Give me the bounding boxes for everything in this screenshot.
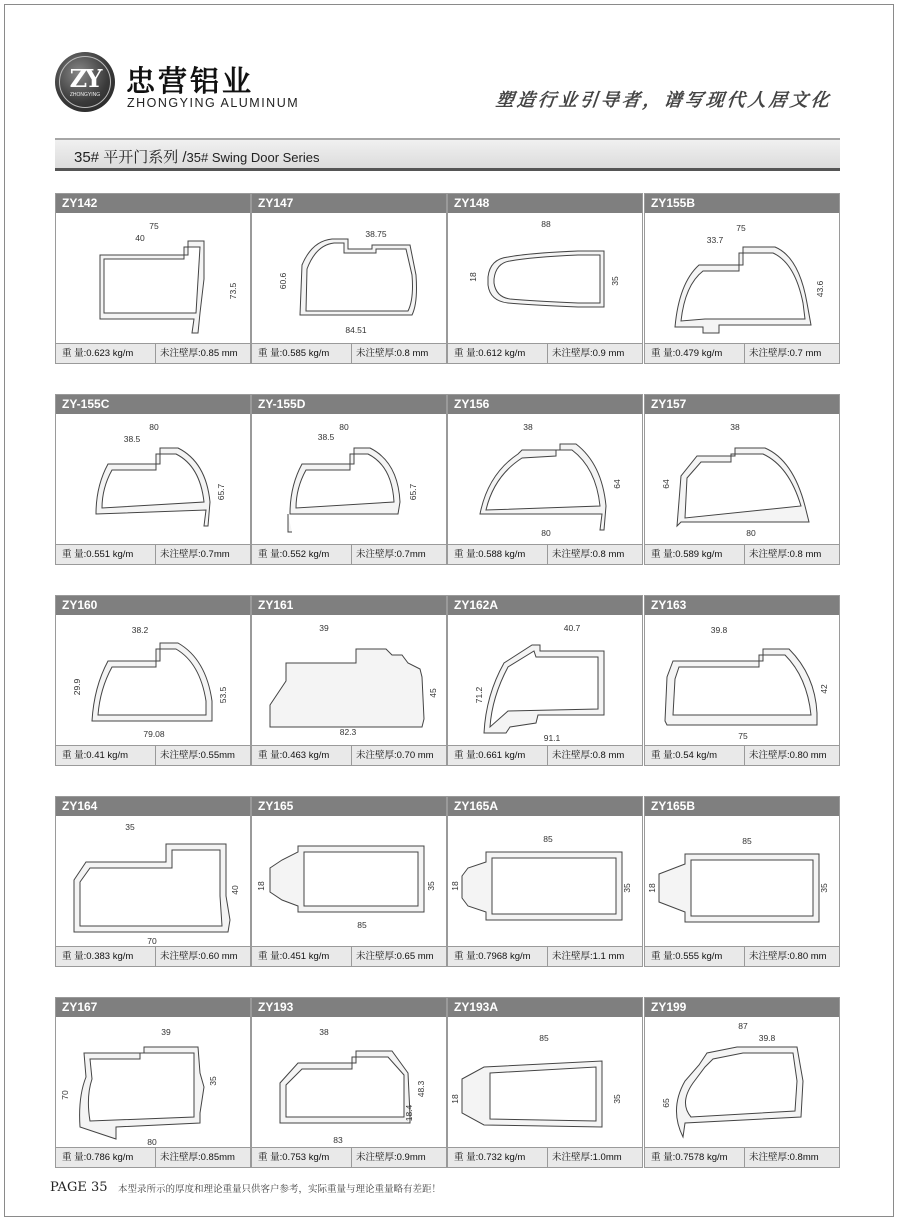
dimension-label: 18 xyxy=(256,881,266,891)
profile-section-outline xyxy=(92,643,212,721)
profile-card xyxy=(55,796,251,967)
profile-weight: 重 量:0.7578 kg/m xyxy=(651,1152,728,1163)
profile-drawing xyxy=(645,414,841,546)
profile-drawing xyxy=(645,615,841,747)
page-number: PAGE 35 xyxy=(50,1180,108,1195)
dimension-label: 71.2 xyxy=(474,686,484,704)
profile-wall-thickness: 未注壁厚:0.7mm xyxy=(155,545,230,564)
dimension-label: 80 xyxy=(746,528,756,538)
profile-spec-bar xyxy=(448,946,642,966)
profile-code: ZY165A xyxy=(448,797,642,816)
profile-card xyxy=(251,193,447,364)
profile-wall-thickness: 未注壁厚:1.1 mm xyxy=(547,947,624,966)
profile-card xyxy=(644,595,840,766)
profile-wall-thickness: 未注壁厚:0.8 mm xyxy=(547,545,624,564)
profile-code: ZY193A xyxy=(448,998,642,1017)
profile-weight: 重 量:0.555 kg/m xyxy=(651,951,723,962)
profile-card xyxy=(447,394,643,565)
dimension-label: 18 xyxy=(450,881,460,891)
profile-code: ZY-155C xyxy=(56,395,250,414)
profile-code: ZY165B xyxy=(645,797,839,816)
dimension-label: 80 xyxy=(339,422,349,432)
profile-code: ZY161 xyxy=(252,596,446,615)
dimension-label: 84.51 xyxy=(345,325,367,335)
profile-weight: 重 量:0.383 kg/m xyxy=(62,951,134,962)
profile-wall-thickness: 未注壁厚:0.70 mm xyxy=(351,746,434,765)
company-logo xyxy=(55,52,115,112)
dimension-label: 79.08 xyxy=(143,729,165,739)
profile-code: ZY157 xyxy=(645,395,839,414)
profile-section-outline xyxy=(74,844,230,932)
dimension-label: 85 xyxy=(543,834,553,844)
profile-wall-thickness: 未注壁厚:0.8 mm xyxy=(547,746,624,765)
dimension-label: 39 xyxy=(319,623,329,633)
dimension-label: 38.5 xyxy=(317,432,335,442)
profile-wall-thickness: 未注壁厚:0.9mm xyxy=(351,1148,426,1167)
profile-spec-bar xyxy=(252,745,446,765)
profile-wall-thickness: 未注壁厚:1.0mm xyxy=(547,1148,622,1167)
profile-weight: 重 量:0.623 kg/m xyxy=(62,348,134,359)
profile-weight: 重 量:0.479 kg/m xyxy=(651,348,723,359)
profile-weight: 重 量:0.588 kg/m xyxy=(454,549,526,560)
profile-weight: 重 量:0.589 kg/m xyxy=(651,549,723,560)
profile-section-outline xyxy=(484,645,604,733)
series-title-cn: 35# 平开门系列 / xyxy=(74,149,187,166)
profile-weight: 重 量:0.612 kg/m xyxy=(454,348,526,359)
profile-row-1 xyxy=(55,193,840,364)
profile-spec-bar xyxy=(252,946,446,966)
profile-code: ZY147 xyxy=(252,194,446,213)
profile-weight: 重 量:0.54 kg/m xyxy=(651,750,717,761)
profile-weight: 重 量:0.753 kg/m xyxy=(258,1152,330,1163)
profile-section-outline xyxy=(100,241,204,333)
profile-spec-bar xyxy=(56,745,250,765)
dimension-label: 38.5 xyxy=(123,434,141,444)
profile-card xyxy=(644,997,840,1168)
profile-row-4 xyxy=(55,796,840,967)
profile-code: ZY193 xyxy=(252,998,446,1017)
profile-card xyxy=(251,997,447,1168)
dimension-label: 35 xyxy=(426,881,436,891)
profile-section-outline xyxy=(462,852,622,920)
series-title xyxy=(74,146,320,167)
profile-code: ZY-155D xyxy=(252,395,446,414)
logo-small-text: ZHONGYING xyxy=(69,92,101,98)
dimension-label: 18 xyxy=(468,272,478,282)
dimension-label: 80 xyxy=(149,422,159,432)
dimension-label: 70 xyxy=(147,936,157,946)
dimension-label: 38 xyxy=(523,422,533,432)
dimension-label: 35 xyxy=(125,822,135,832)
dimension-label: 18 xyxy=(647,883,657,893)
dimension-label: 18 xyxy=(450,1094,460,1104)
dimension-label: 83 xyxy=(333,1135,343,1145)
profile-spec-bar xyxy=(448,544,642,564)
dimension-label: 53.5 xyxy=(218,686,228,704)
profile-spec-bar xyxy=(56,1147,250,1167)
profile-drawing xyxy=(56,1017,252,1149)
profile-card xyxy=(644,796,840,967)
dimension-label: 87 xyxy=(738,1021,748,1031)
dimension-label: 60.6 xyxy=(278,272,288,290)
dimension-label: 48.3 xyxy=(416,1080,426,1098)
profile-weight: 重 量:0.7968 kg/m xyxy=(454,951,531,962)
profile-wall-thickness: 未注壁厚:0.8mm xyxy=(744,1148,819,1167)
slogan: 塑造行业引导者，谱写现代人居文化 xyxy=(494,90,833,111)
profile-section-outline xyxy=(270,649,424,727)
series-title-en: 35# Swing Door Series xyxy=(186,150,320,165)
profile-wall-thickness: 未注壁厚:0.85mm xyxy=(155,1148,235,1167)
profile-drawing xyxy=(56,414,252,546)
profile-spec-bar xyxy=(448,745,642,765)
profile-drawing xyxy=(448,1017,644,1149)
profile-code: ZY148 xyxy=(448,194,642,213)
dimension-label: 29.9 xyxy=(72,678,82,696)
dimension-label: 40.7 xyxy=(563,623,581,633)
profile-spec-bar xyxy=(448,1147,642,1167)
dimension-label: 18.4 xyxy=(404,1104,414,1122)
profile-section-outline xyxy=(488,251,604,307)
profile-drawing xyxy=(645,1017,841,1149)
profile-code: ZY164 xyxy=(56,797,250,816)
profile-row-5 xyxy=(55,997,840,1168)
profile-spec-bar xyxy=(645,343,839,363)
profile-drawing xyxy=(448,816,644,948)
profile-weight: 重 量:0.786 kg/m xyxy=(62,1152,134,1163)
profile-section-outline xyxy=(270,846,424,912)
profile-card xyxy=(55,193,251,364)
profile-spec-bar xyxy=(645,946,839,966)
profile-section-outline xyxy=(665,649,817,725)
dimension-label: 39.8 xyxy=(758,1033,776,1043)
dimension-label: 73.5 xyxy=(228,282,238,300)
disclaimer: 本型录所示的厚度和理论重量只供客户参考，实际重量与理论重量略有差距！ xyxy=(118,1184,442,1195)
dimension-label: 80 xyxy=(541,528,551,538)
dimension-label: 75 xyxy=(738,731,748,741)
profile-spec-bar xyxy=(645,544,839,564)
profile-card xyxy=(55,997,251,1168)
profile-row-3 xyxy=(55,595,840,766)
profile-weight: 重 量:0.551 kg/m xyxy=(62,549,134,560)
profile-drawing xyxy=(252,213,448,345)
profile-section-outline xyxy=(300,239,417,315)
profile-code: ZY165 xyxy=(252,797,446,816)
profile-card xyxy=(251,595,447,766)
dimension-label: 75 xyxy=(736,223,746,233)
profile-weight: 重 量:0.552 kg/m xyxy=(258,549,330,560)
dimension-label: 75 xyxy=(149,221,159,231)
dimension-label: 85 xyxy=(357,920,367,930)
dimension-label: 91.1 xyxy=(543,733,561,743)
profile-code: ZY167 xyxy=(56,998,250,1017)
profile-card xyxy=(55,595,251,766)
profile-drawing xyxy=(252,615,448,747)
profile-card xyxy=(447,193,643,364)
profile-code: ZY160 xyxy=(56,596,250,615)
dimension-label: 38.75 xyxy=(365,229,387,239)
profile-drawing xyxy=(448,414,644,546)
dimension-label: 33.7 xyxy=(706,235,724,245)
profile-card xyxy=(447,796,643,967)
profile-weight: 重 量:0.451 kg/m xyxy=(258,951,330,962)
dimension-label: 38 xyxy=(730,422,740,432)
dimension-label: 38.2 xyxy=(131,625,149,635)
dimension-label: 35 xyxy=(819,883,829,893)
dimension-label: 85 xyxy=(539,1033,549,1043)
profile-weight: 重 量:0.585 kg/m xyxy=(258,348,330,359)
profile-wall-thickness: 未注壁厚:0.65 mm xyxy=(351,947,434,966)
dimension-label: 65 xyxy=(661,1098,671,1108)
profile-wall-thickness: 未注壁厚:0.9 mm xyxy=(547,344,624,363)
dimension-label: 64 xyxy=(661,479,671,489)
profile-spec-bar xyxy=(252,544,446,564)
profile-spec-bar xyxy=(56,343,250,363)
dimension-label: 82.3 xyxy=(339,727,357,737)
profile-card xyxy=(55,394,251,565)
profile-wall-thickness: 未注壁厚:0.80 mm xyxy=(744,746,827,765)
profile-drawing xyxy=(448,213,644,345)
profile-drawing xyxy=(56,615,252,747)
profile-card xyxy=(644,394,840,565)
profile-section-outline xyxy=(676,1047,803,1137)
profile-weight: 重 量:0.732 kg/m xyxy=(454,1152,526,1163)
profile-card xyxy=(251,796,447,967)
profile-spec-bar xyxy=(252,1147,446,1167)
dimension-label: 39 xyxy=(161,1027,171,1037)
profile-code: ZY163 xyxy=(645,596,839,615)
profile-spec-bar xyxy=(56,544,250,564)
dimension-label: 35 xyxy=(622,883,632,893)
dimension-label: 35 xyxy=(208,1076,218,1086)
profile-weight: 重 量:0.661 kg/m xyxy=(454,750,526,761)
profile-drawing xyxy=(448,615,644,747)
profile-section-outline xyxy=(659,854,819,922)
dimension-label: 65.7 xyxy=(408,483,418,501)
profile-spec-bar xyxy=(645,1147,839,1167)
dimension-label: 35 xyxy=(610,276,620,286)
profile-card xyxy=(447,595,643,766)
profile-spec-bar xyxy=(645,745,839,765)
profile-drawing xyxy=(56,816,252,948)
dimension-label: 42 xyxy=(819,684,829,694)
profile-section-outline xyxy=(462,1061,602,1127)
profile-card xyxy=(644,193,840,364)
profile-drawing xyxy=(252,1017,448,1149)
dimension-label: 65.7 xyxy=(216,483,226,501)
profile-wall-thickness: 未注壁厚:0.85 mm xyxy=(155,344,238,363)
profile-weight: 重 量:0.41 kg/m xyxy=(62,750,128,761)
profile-wall-thickness: 未注壁厚:0.55mm xyxy=(155,746,235,765)
profile-drawing xyxy=(252,816,448,948)
profile-wall-thickness: 未注壁厚:0.8 mm xyxy=(351,344,428,363)
profile-wall-thickness: 未注壁厚:0.80 mm xyxy=(744,947,827,966)
dimension-label: 40 xyxy=(230,885,240,895)
brand-name-en: ZHONGYING ALUMINUM xyxy=(127,96,300,110)
profile-wall-thickness: 未注壁厚:0.60 mm xyxy=(155,947,238,966)
profile-section-outline xyxy=(675,247,811,333)
profile-row-2 xyxy=(55,394,840,565)
dimension-label: 40 xyxy=(135,233,145,243)
profile-spec-bar xyxy=(56,946,250,966)
brand-name-cn: 忠营铝业 xyxy=(126,66,255,98)
dimension-label: 39.8 xyxy=(710,625,728,635)
profile-spec-bar xyxy=(252,343,446,363)
dimension-label: 70 xyxy=(60,1090,70,1100)
profile-section-outline xyxy=(96,448,210,526)
profile-drawing xyxy=(645,816,841,948)
profile-card xyxy=(447,997,643,1168)
profile-section-outline xyxy=(480,444,606,530)
profile-weight: 重 量:0.463 kg/m xyxy=(258,750,330,761)
profile-code: ZY155B xyxy=(645,194,839,213)
profile-card xyxy=(251,394,447,565)
logo-letters: ZY xyxy=(69,64,101,93)
profile-drawing xyxy=(645,213,841,345)
dimension-label: 64 xyxy=(612,479,622,489)
profile-drawing xyxy=(252,414,448,546)
profile-section-outline xyxy=(677,448,809,526)
profile-code: ZY156 xyxy=(448,395,642,414)
dimension-label: 45 xyxy=(428,688,438,698)
profile-section-outline xyxy=(280,1051,410,1123)
profile-wall-thickness: 未注壁厚:0.8 mm xyxy=(744,545,821,564)
profile-section-outline xyxy=(288,448,400,532)
profile-code: ZY142 xyxy=(56,194,250,213)
dimension-label: 85 xyxy=(742,836,752,846)
profile-wall-thickness: 未注壁厚:0.7mm xyxy=(351,545,426,564)
profile-section-outline xyxy=(80,1047,204,1139)
profile-code: ZY162A xyxy=(448,596,642,615)
profile-drawing xyxy=(56,213,252,345)
dimension-label: 88 xyxy=(541,219,551,229)
dimension-label: 43.6 xyxy=(815,280,825,298)
profile-spec-bar xyxy=(448,343,642,363)
dimension-label: 35 xyxy=(612,1094,622,1104)
profile-wall-thickness: 未注壁厚:0.7 mm xyxy=(744,344,821,363)
dimension-label: 38 xyxy=(319,1027,329,1037)
profile-code: ZY199 xyxy=(645,998,839,1017)
dimension-label: 80 xyxy=(147,1137,157,1147)
